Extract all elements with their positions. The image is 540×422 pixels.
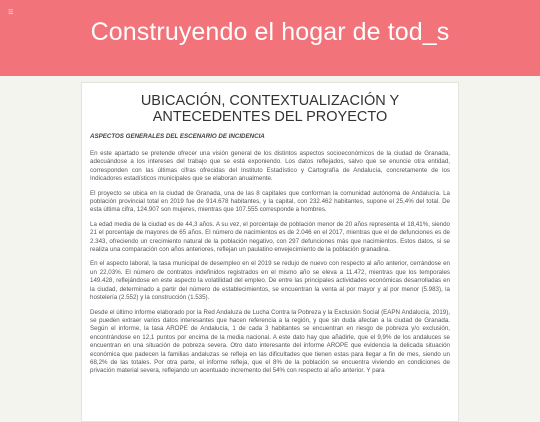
menu-icon[interactable]: ☰	[8, 9, 14, 16]
paragraph: Desde el último informe elaborado por la Red Andaluza de Lucha Contra la Pobreza y la Exclusión Social (EAPN Andalucía, 2019), se pueden extraer varios datos interesantes que hacen referencia a la región, y que sin duda afectan a la ciudad de Granada. Según el informe, la tasa AROPE de Andalucía, 1 de cada 3 habitantes se encuentran en riesgo de pobreza y/o exclusión, encontrándose en 12,1 puntos por encima de la media nacional. A este dato hay que añadirle, que el 9,9% de los andaluces se encuentran en una situación de pobreza severa. Otro dato interesante del informe AROPE que evidencia la delicada situación económica que padecen la familias andaluzas se refleja en las dificultades que tienen estas para llegar a fin de mes, siendo un 68,2% de las totales. Por otra parte, el informe refleja, que el 8% de la población se encuentra viviendo en condiciones de privación material severa, reflejando un acentuado incremento del 54% con respecto al año anterior. Y para	[90, 308, 450, 375]
site-title[interactable]: Construyendo el hogar de tod_s	[90, 18, 450, 46]
post-card	[81, 82, 459, 422]
section-heading: ASPECTOS GENERALES DEL ESCENARIO DE INCIDENCIA	[90, 133, 265, 140]
paragraph: En este apartado se pretende ofrecer una visión general de los distintos aspectos socioeconómicos de la ciudad de Granada, adecuándose a los intereses del trabajo que se está exponiendo. Los datos reflejados, salvo que se enuncie otra entidad, corresponden con las últimas cifras ofrecidas del Instituto Estadístico y Cartografía de Andalucía, concretamente de los Indicadores estadísticos municipales que se elaboran anualmente.	[90, 150, 450, 183]
post-title: UBICACIÓN, CONTEXTUALIZACIÓN Y ANTECEDENTES DEL PROYECTO	[140, 93, 400, 125]
post-content	[82, 125, 458, 376]
site-header	[0, 0, 540, 76]
paragraph: La edad media de la ciudad es de 44,3 años. A su vez, el porcentaje de población menor de 20 años representa el 18,41%, siendo 21 el porcentaje de mayores de 65 años. El número de nacimientos es de 2.046 en el 2017, mientras que el de defunciones es de 2.343, ofreciendo un crecimiento natural de la población negativo, con 297 defunciones más que nacimientos. Estos datos, si se realiza una comparación con años anteriores, reflejan un paulatino envejecimiento de la población granadina.	[90, 220, 450, 254]
paragraph: En el aspecto laboral, la tasa municipal de desempleo en el 2019 se redujo de nuevo con respecto al año anterior, cerrándose en un 22,03%. El número de contratos indefinidos registrados en el mismo año se eleva a 11.472, mientras que los temporales 149.428, reflejándose en este aspecto la volatilidad del empleo. De entre las principales actividades económicas desarrolladas en la ciudad, determinado a partir del número de establecimientos, se encuentran la venta al por mayor y al por menor (5.983), la hostelería (2.552) y la construcción (1.535).	[90, 260, 450, 302]
paragraph: El proyecto se ubica en la ciudad de Granada, una de las 8 capitales que conforman la comunidad autónoma de Andalucía. La población provincial total en 2019 fue de 914.678 habitantes, y la capital, con 232.462 habitantes, supone el 25,4% del total. De esta última cifra, 124.907 son mujeres, mientras que 107.555 corresponde a hombres.	[90, 189, 450, 214]
